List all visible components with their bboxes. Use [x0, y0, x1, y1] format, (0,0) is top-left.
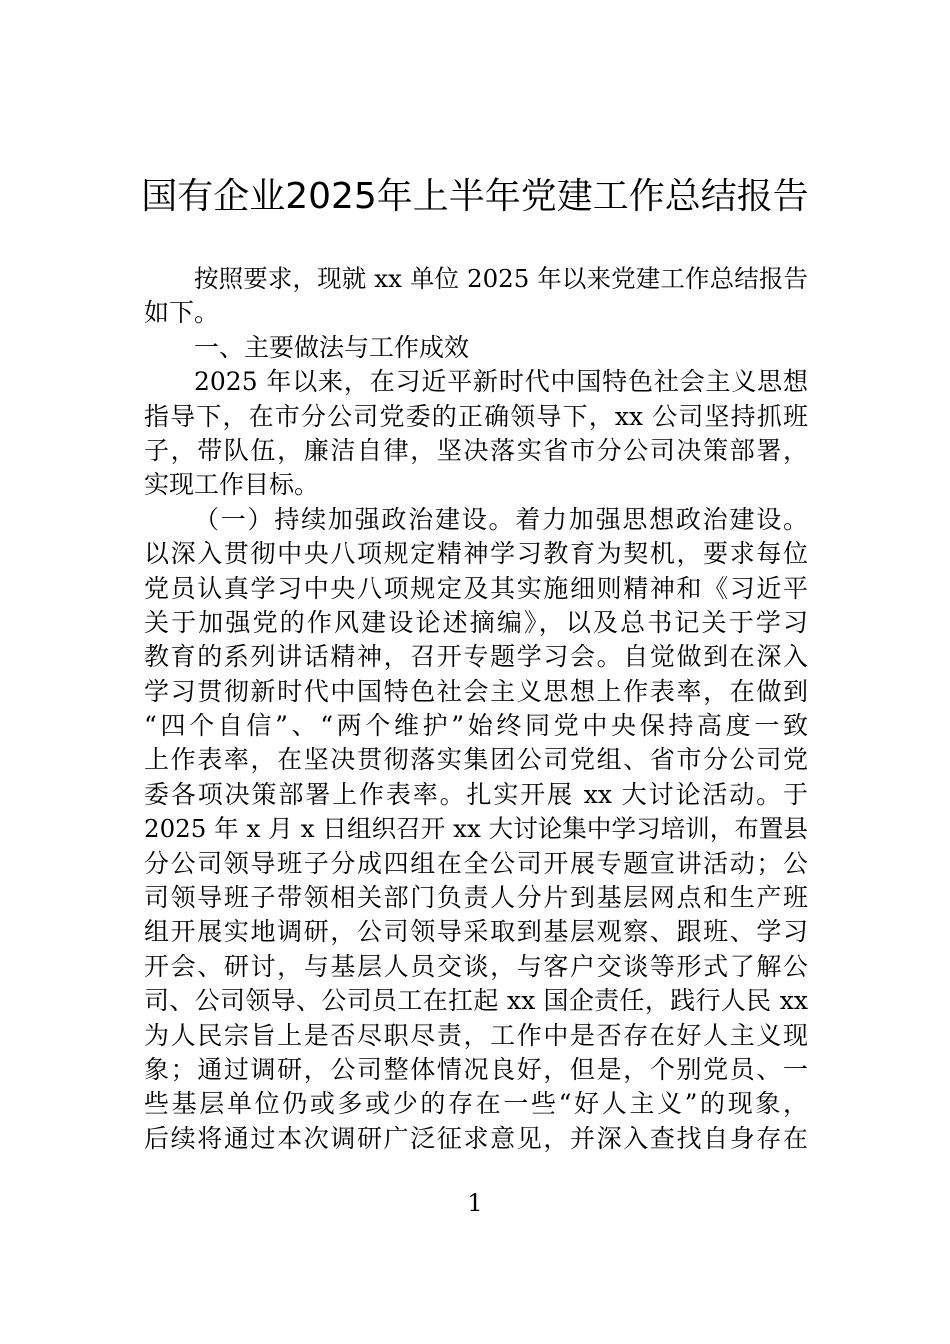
paragraph-line: 子，带队伍，廉洁自律，坚决落实省市分公司决策部署， [144, 435, 808, 465]
paragraph-line: （一）持续加强政治建设。着力加强思想政治建设。 [194, 504, 808, 534]
paragraph-line: 指导下，在市分公司党委的正确领导下，xx 公司坚持抓班 [144, 401, 808, 431]
document-body [144, 262, 808, 1156]
paragraph-line: 2025 年以来，在习近平新时代中国特色社会主义思想 [194, 367, 808, 397]
page-number: 1 [467, 1189, 483, 1217]
paragraph-line: 司、公司领导、公司员工在扛起 xx 国企责任，践行人民 xx [144, 986, 808, 1016]
section-heading: 一、主要做法与工作成效 [194, 332, 470, 362]
paragraph-line: 委各项决策部署上作表率。扎实开展 xx 大讨论活动。于 [144, 779, 808, 809]
paragraph-line: 以深入贯彻中央八项规定精神学习教育为契机，要求每位 [144, 539, 808, 569]
paragraph-line: 学习贯彻新时代中国特色社会主义思想上作表率，在做到 [144, 676, 808, 706]
paragraph-line: 党员认真学习中央八项规定及其实施细则精神和《习近平 [144, 573, 808, 603]
paragraph-line: 些基层单位仍或多或少的存在一些“好人主义”的现象， [144, 1089, 808, 1119]
paragraph-line: 组开展实地调研，公司领导采取到基层观察、跟班、学习 [144, 917, 808, 947]
paragraph-line: 关于加强党的作风建设论述摘编》，以及总书记关于学习 [144, 607, 808, 637]
paragraph-line: 分公司领导班子分成四组在全公司开展专题宣讲活动；公 [144, 848, 808, 878]
paragraph-line: 象；通过调研，公司整体情况良好，但是，个别党员、一 [144, 1054, 808, 1084]
paragraph-line: 后续将通过本次调研广泛征求意见，并深入查找自身存在 [144, 1123, 808, 1153]
paragraph-line: 如下。 [144, 298, 220, 328]
paragraph-line: 开会、研讨，与基层人员交谈，与客户交谈等形式了解公 [144, 951, 808, 981]
paragraph-line: 实现工作目标。 [144, 470, 320, 500]
paragraph-line: 上作表率，在坚决贯彻落实集团公司党组、省市分公司党 [144, 745, 808, 775]
paragraph-line: “四个自信”、“两个维护”始终同党中央保持高度一致 [144, 711, 808, 741]
document-title: 国有企业2025年上半年党建工作总结报告 [141, 176, 809, 217]
paragraph-line: 为人民宗旨上是否尽职尽责，工作中是否存在好人主义现 [144, 1020, 808, 1050]
paragraph-line: 2025 年 x 月 x 日组织召开 xx 大讨论集中学习培训，布置县 [144, 814, 808, 844]
paragraph-line: 司领导班子带领相关部门负责人分片到基层网点和生产班 [144, 883, 808, 913]
paragraph-line: 教育的系列讲话精神，召开专题学习会。自觉做到在深入 [144, 642, 808, 672]
paragraph-line: 按照要求，现就 xx 单位 2025 年以来党建工作总结报告 [194, 264, 808, 293]
